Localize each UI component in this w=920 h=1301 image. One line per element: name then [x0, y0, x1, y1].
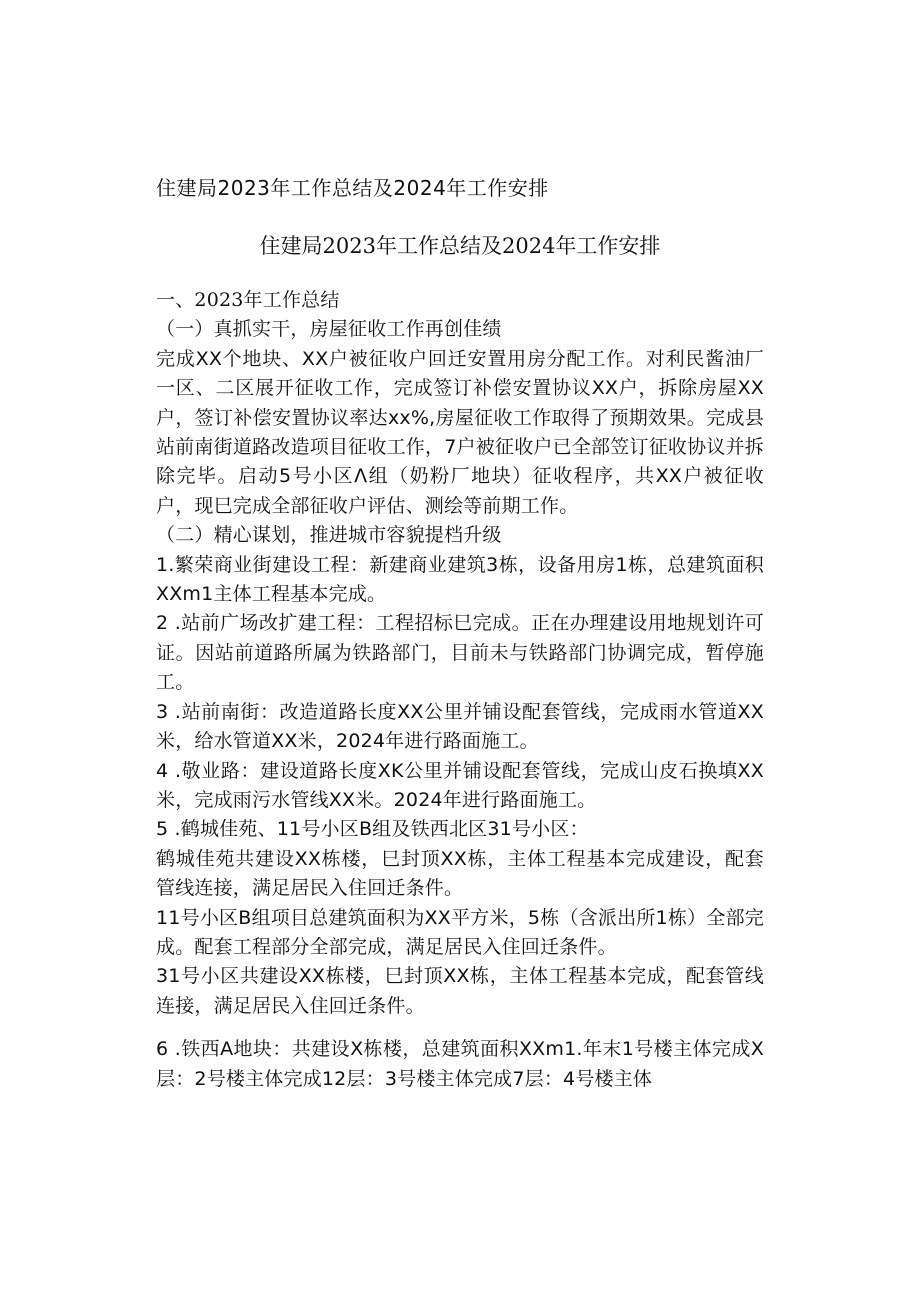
list-item: 6 .铁西A地块：共建设X栋楼，总建筑面积XXm1.年末1号楼主体完成X层：2号楼主体完成12层：3号楼主体完成7层：4号楼主体 — [156, 1038, 764, 1090]
subsection-heading: （二）精心谋划，推进城市容貌提档升级 — [156, 524, 502, 547]
document-body — [156, 286, 764, 1094]
paragraph: 鹤城佳苑共建设XX栋楼，巳封顶XX栋，主体工程基本完成建设，配套管线连接，满足居民入住回迁条件。 — [156, 847, 764, 900]
running-header: 住建局2023年工作总结及2024年工作安排 — [156, 176, 549, 200]
list-item: 2 .站前广场改扩建工程：工程招标巳完成。正在办理建设用地规划许可证。因站前道路所属为铁路部门，目前未与铁路部门协调完成，暂停施工。 — [156, 612, 764, 694]
list-item: 3 .站前南街：改造道路长度XX公里并铺设配套管线，完成雨水管道XX米，给水管道XX米，2024年进行路面施工。 — [156, 700, 764, 753]
list-item: 4 .敬业路：建设道路长度XK公里并铺设配套管线，完成山皮石换填XX米，完成雨污水管线XX米。2024年进行路面施工。 — [156, 759, 764, 811]
section-heading: 一、2023年工作总结 — [156, 289, 340, 311]
paragraph: 完成XX个地块、XX户被征收户回迁安置用房分配工作。对利民酱油厂一区、二区展开征收工作，完成签订补偿安置协议XX户，拆除房屋XX户，签订补偿安置协议率达xx%,房屋征收工作取得了预期效果。完成县站前南街道路改造项目征收工作，7户被征收户已全部笠订征收协议并拆除完毕。启动5号小区Λ组（奶粉厂地块）征收程序，共XX户被征收户，现巳完成全部征收户评估、测绘等前期工作。 — [156, 347, 764, 517]
subsection-heading: （一）真抓实干，房屋征收工作再创佳绩 — [156, 318, 502, 341]
paragraph: 31号小区共建设XX栋楼，巳封顶XX栋，主体工程基本完成，配套管线连接，满足居民入住回迁条件。 — [156, 965, 764, 1017]
list-item: 5 .鹤城佳苑、11号小区B组及铁西北区31号小区： — [156, 818, 589, 841]
paragraph: 11号小区B组项目总建筑面积为XX平方米，5栋（含派出所1栋）全部完成。配套工程部分全部完成，满足居民入住回迁条件。 — [156, 906, 764, 958]
document-title: 住建局2023年工作总结及2024年工作安排 — [259, 234, 661, 258]
list-item: 1.繁荣商业街建设工程：新建商业建筑3栋，设备用房1栋，总建筑面积XXm1主体工程基本完成。 — [156, 553, 764, 606]
